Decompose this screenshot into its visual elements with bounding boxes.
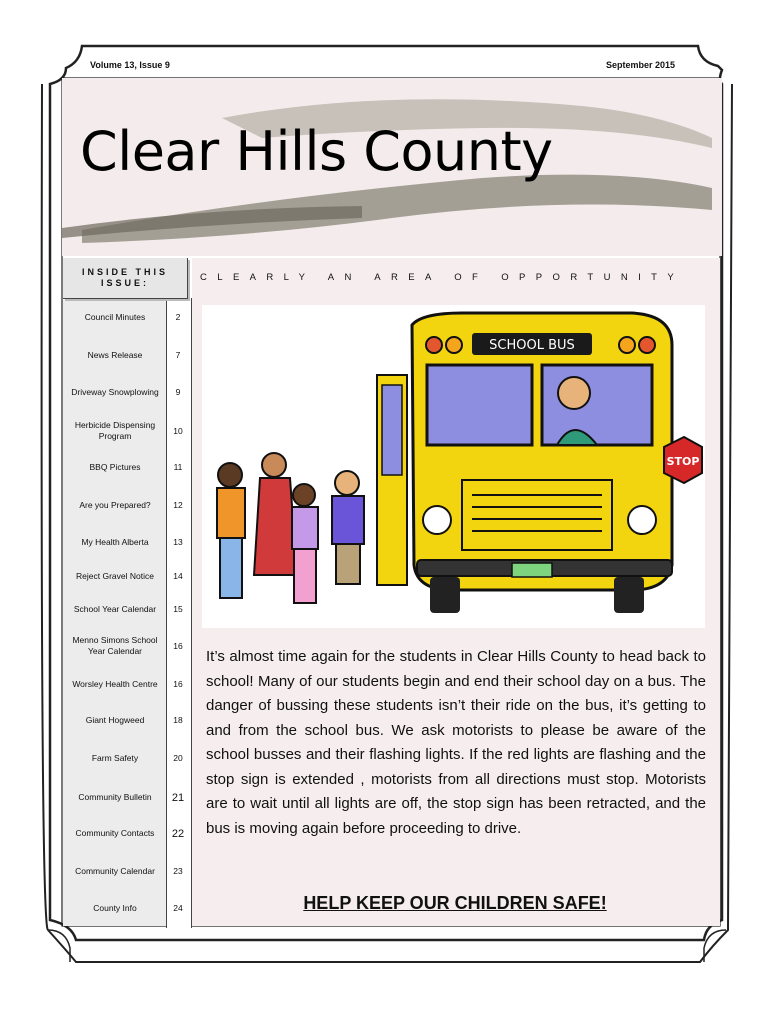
school-bus-illustration (202, 305, 705, 628)
toc-page-number: 23 (173, 866, 183, 876)
toc-item[interactable]: BBQ Pictures (89, 462, 141, 472)
toc-page-number: 16 (173, 641, 183, 651)
issue-date: September 2015 (606, 60, 676, 70)
toc-item[interactable]: Community Bulletin (78, 792, 152, 802)
safety-call-to-action: HELP KEEP OUR CHILDREN SAFE! (303, 893, 607, 913)
toc-page-number: 14 (173, 571, 183, 581)
toc-item[interactable]: News Release (87, 350, 143, 360)
tagline: CLEARLY AN AREA OF OPPORTUNITY (200, 272, 685, 283)
toc-item[interactable]: Farm Safety (91, 753, 139, 763)
toc-page-number: 15 (173, 604, 183, 614)
toc-page-number: 11 (173, 462, 183, 472)
toc-item[interactable]: Community Calendar (75, 866, 155, 876)
sidebar-heading (63, 258, 188, 299)
toc-item[interactable]: Are you Prepared? (79, 500, 151, 510)
toc-item[interactable]: Worsley Health Centre (72, 679, 158, 689)
toc-page-number: 16 (173, 679, 183, 689)
toc-item[interactable]: Driveway Snowplowing (71, 387, 159, 397)
article-body: It’s almost time again for the students in Clear Hills County to head back to school! Many of our students begin and end their school day on a bus. The danger of bussing these students isn’t their ride on the bus, it’s getting to and from the school bus. We ask motorists to please be aware of the school busses and their flashing lights. If the red lights are flashing and the stop sign is extended , motorists from all directions must stop. Motorists are to wait until all lights are off, the stop sign has been retracted, and the bus is moving again before proceeding to drive. (206, 648, 706, 837)
toc-item[interactable]: Herbicide Dispensing Program (74, 420, 156, 441)
toc-page-number: 24 (173, 903, 183, 913)
newsletter-title: Clear Hills County (80, 120, 553, 183)
school-bus-drawing (202, 305, 705, 628)
toc-item[interactable]: County Info (93, 903, 137, 913)
toc-item[interactable]: Community Contacts (75, 828, 155, 838)
toc-page-number: 22 (171, 828, 185, 840)
toc-page-number: 12 (173, 500, 183, 510)
toc-page-number: 21 (171, 792, 185, 804)
toc-item[interactable]: Council Minutes (84, 312, 146, 322)
toc-item[interactable]: School Year Calendar (73, 604, 157, 614)
toc-page-number: 7 (175, 350, 181, 360)
toc-page-number: 13 (173, 537, 183, 547)
toc-page-number: 9 (175, 387, 181, 397)
sidebar-heading-text: INSIDE THIS ISSUE: (81, 267, 168, 288)
stop-sign-text: STOP (666, 455, 700, 468)
toc-item[interactable]: Menno Simons School Year Calendar (72, 635, 158, 656)
toc-item[interactable]: Reject Gravel Notice (76, 571, 154, 581)
toc-page-number: 18 (173, 715, 183, 725)
toc-page-number: 2 (175, 312, 181, 322)
toc-page-number: 20 (173, 753, 183, 763)
toc-item[interactable]: Giant Hogweed (85, 715, 145, 725)
volume-label: Volume 13, Issue 9 (90, 60, 170, 70)
toc-page-number: 10 (173, 426, 183, 436)
bus-sign-text: SCHOOL BUS (489, 338, 575, 353)
toc-item[interactable]: My Health Alberta (81, 537, 149, 547)
